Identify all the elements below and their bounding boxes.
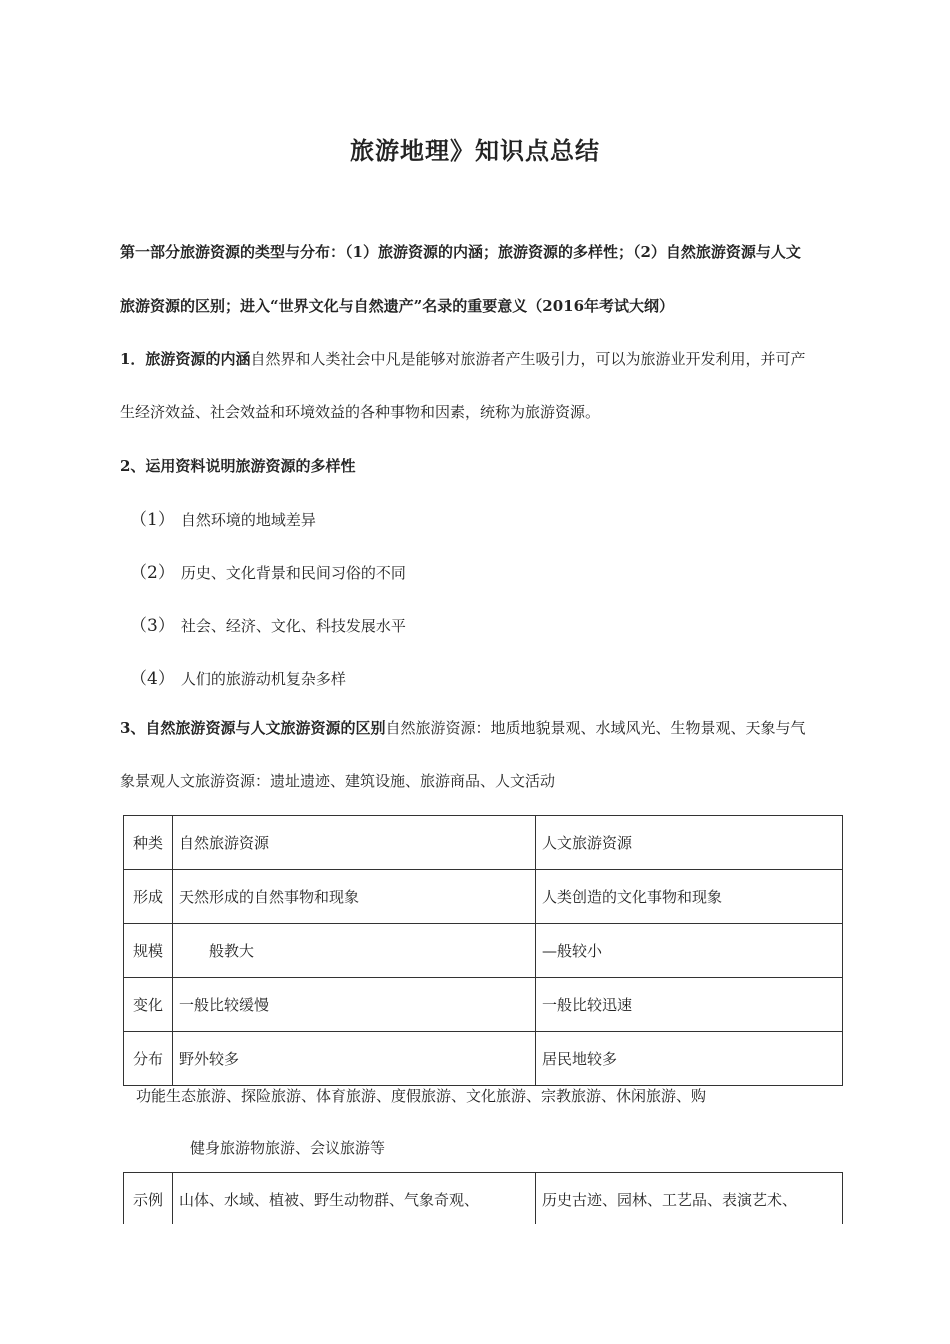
natural-cell: 野外较多 [173, 1032, 536, 1086]
row-key: 变化 [124, 978, 173, 1032]
list-item-number: （4） [130, 669, 175, 689]
natural-cell: 般教大 [173, 924, 536, 978]
section3-text1: 自然旅游资源：地质地貌景观、水域风光、生物景观、天象与气 [385, 719, 806, 737]
section3-text2: 象景观人文旅游资源：遗址遗迹、建筑设施、旅游商品、人文活动 [120, 772, 556, 790]
cultural-cell: 历史古迹、园林、工艺品、表演艺术、 [536, 1173, 843, 1225]
row-key: 示例 [124, 1173, 173, 1225]
cultural-cell: 一般比较迅速 [536, 978, 843, 1032]
section1-line1 [120, 348, 805, 369]
part1-line1: 第一部分旅游资源的类型与分布：（1）旅游资源的内涵；旅游资源的多样性；（2）自然旅游资源与人文 [120, 243, 801, 261]
list-item-number: （3） [130, 616, 175, 636]
row-key: 种类 [124, 816, 173, 870]
table-row [124, 1032, 843, 1086]
list-item-text: 人们的旅游动机复杂多样 [180, 670, 346, 688]
row-key: 形成 [124, 870, 173, 924]
list-item [130, 611, 406, 636]
section3-heading: 3、自然旅游资源与人文旅游资源的区别 [120, 719, 386, 737]
section1-text2: 生经济效益、社会效益和环境效益的各种事物和因素，统称为旅游资源。 [120, 403, 601, 421]
table-row [124, 924, 843, 978]
part1-line2: 旅游资源的区别；进入“世界文化与自然遗产”名录的重要意义（2016年考试大纲） [120, 297, 675, 315]
table-row [124, 816, 843, 870]
list-item-number: （1） [130, 510, 175, 530]
cultural-cell: 人类创造的文化事物和现象 [536, 870, 843, 924]
function-line1: 功能生态旅游、探险旅游、体育旅游、度假旅游、文化旅游、宗教旅游、休闲旅游、购 [136, 1087, 707, 1105]
table-row [124, 1173, 843, 1225]
row-key: 分布 [124, 1032, 173, 1086]
section2-heading: 2、运用资料说明旅游资源的多样性 [120, 457, 356, 475]
natural-cell: 山体、水域、植被、野生动物群、气象奇观、 [173, 1173, 536, 1225]
comparison-table [123, 815, 843, 1086]
section1-heading: 1．旅游资源的内涵 [120, 350, 251, 368]
table-row [124, 870, 843, 924]
list-item-text: 历史、文化背景和民间习俗的不同 [180, 564, 406, 582]
page-title: 旅游地理》知识点总结 [350, 136, 600, 165]
list-item [130, 558, 406, 583]
list-item [130, 505, 316, 530]
natural-cell: 天然形成的自然事物和现象 [173, 870, 536, 924]
table-row [124, 978, 843, 1032]
cultural-cell: 居民地较多 [536, 1032, 843, 1086]
cultural-cell: —般较小 [536, 924, 843, 978]
list-item-number: （2） [130, 563, 175, 583]
function-line2: 健身旅游物旅游、会议旅游等 [190, 1139, 386, 1157]
row-key: 规模 [124, 924, 173, 978]
section1-text1: 自然界和人类社会中凡是能够对旅游者产生吸引力，可以为旅游业开发利用，并可产 [250, 350, 806, 368]
natural-cell: 一般比较缓慢 [173, 978, 536, 1032]
examples-table [123, 1172, 843, 1224]
list-item [130, 664, 346, 689]
examples-table-clip [123, 1172, 844, 1224]
natural-cell: 自然旅游资源 [173, 816, 536, 870]
cultural-cell: 人文旅游资源 [536, 816, 843, 870]
list-item-text: 社会、经济、文化、科技发展水平 [180, 617, 406, 635]
section3-line1 [120, 717, 805, 738]
list-item-text: 自然环境的地域差异 [180, 511, 316, 529]
